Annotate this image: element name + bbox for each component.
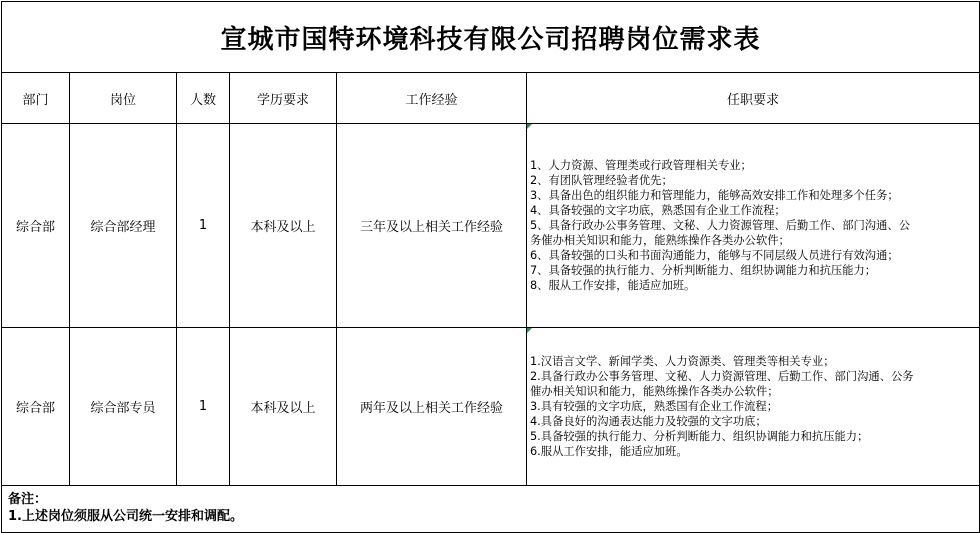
- requirement-line: 催办相关知识和能力，能熟练操作各类办公软件；: [530, 384, 779, 398]
- notes-row: [2, 486, 980, 533]
- cell-comment-marker: [527, 328, 532, 333]
- cell-position: 综合部专员: [70, 328, 177, 486]
- header-education: 学历要求: [230, 73, 337, 124]
- cell-comment-marker: [527, 124, 532, 129]
- requirement-line: 务催办相关知识和能力，能熟练操作各类办公软件；: [530, 234, 790, 248]
- cell-experience: 两年及以上相关工作经验: [337, 328, 527, 486]
- note-item: 1.上述岗位须服从公司统一安排和调配。: [8, 509, 243, 524]
- requirement-line: 3.具有较强的文字功底，熟悉国有企业工作流程；: [530, 399, 779, 413]
- header-department: 部门: [2, 73, 70, 124]
- table-row: [2, 328, 980, 486]
- requirement-line: 3、具备出色的组织能力和管理能力，能够高效安排工作和处理多个任务；: [530, 188, 899, 202]
- cell-requirements: [527, 328, 980, 486]
- requirement-line: 7、具备较强的执行能力、分析判断能力、组织协调能力和抗压能力；: [530, 264, 877, 278]
- header-requirements: 任职要求: [527, 73, 980, 124]
- cell-education: 本科及以上: [230, 328, 337, 486]
- requirement-line: 8、服从工作安排，能适应加班。: [530, 279, 696, 293]
- header-experience: 工作经验: [337, 73, 527, 124]
- header-row: [2, 73, 980, 124]
- requirement-line: 5.具备较强的执行能力、分析判断能力、组织协调能力和抗压能力；: [530, 430, 869, 444]
- header-count: 人数: [177, 73, 230, 124]
- requirement-line: 5、具备行政办公事务管理、文秘、人力资源管理、后勤工作、部门沟通、公: [530, 218, 910, 232]
- cell-department: 综合部: [2, 328, 70, 486]
- requirement-line: 4、具备较强的文字功底，熟悉国有企业工作流程；: [530, 203, 786, 217]
- cell-requirements: [527, 124, 980, 328]
- header-position: 岗位: [70, 73, 177, 124]
- cell-count: 1: [177, 328, 230, 486]
- cell-count: 1: [177, 124, 230, 328]
- requirement-line: 2、有团队管理经验者优先；: [530, 173, 673, 187]
- table-title: 宣城市国特环境科技有限公司招聘岗位需求表: [2, 2, 980, 73]
- table-row: [2, 124, 980, 328]
- cell-position: 综合部经理: [70, 124, 177, 328]
- requirement-line: 4.具备良好的沟通表达能力及较强的文字功底；: [530, 415, 767, 429]
- recruitment-table: [1, 1, 980, 533]
- requirement-line: 6、具备较强的口头和书面沟通能力，能够与不同层级人员进行有效沟通；: [530, 249, 899, 263]
- requirement-line: 1、人力资源、管理类或行政管理相关专业；: [530, 158, 752, 172]
- notes-cell: [2, 486, 980, 533]
- cell-education: 本科及以上: [230, 124, 337, 328]
- requirement-line: 2.具备行政办公事务管理、文秘、人力资源管理、后勤工作、部门沟通、公务: [530, 369, 914, 383]
- cell-experience: 三年及以上相关工作经验: [337, 124, 527, 328]
- notes-label: 备注：: [8, 492, 48, 507]
- requirement-line: 6.服从工作安排，能适应加班。: [530, 445, 688, 459]
- cell-department: 综合部: [2, 124, 70, 328]
- recruitment-sheet: [1, 1, 979, 529]
- requirement-line: 1.汉语言文学、新闻学类、人力资源类、管理类等相关专业；: [530, 354, 835, 368]
